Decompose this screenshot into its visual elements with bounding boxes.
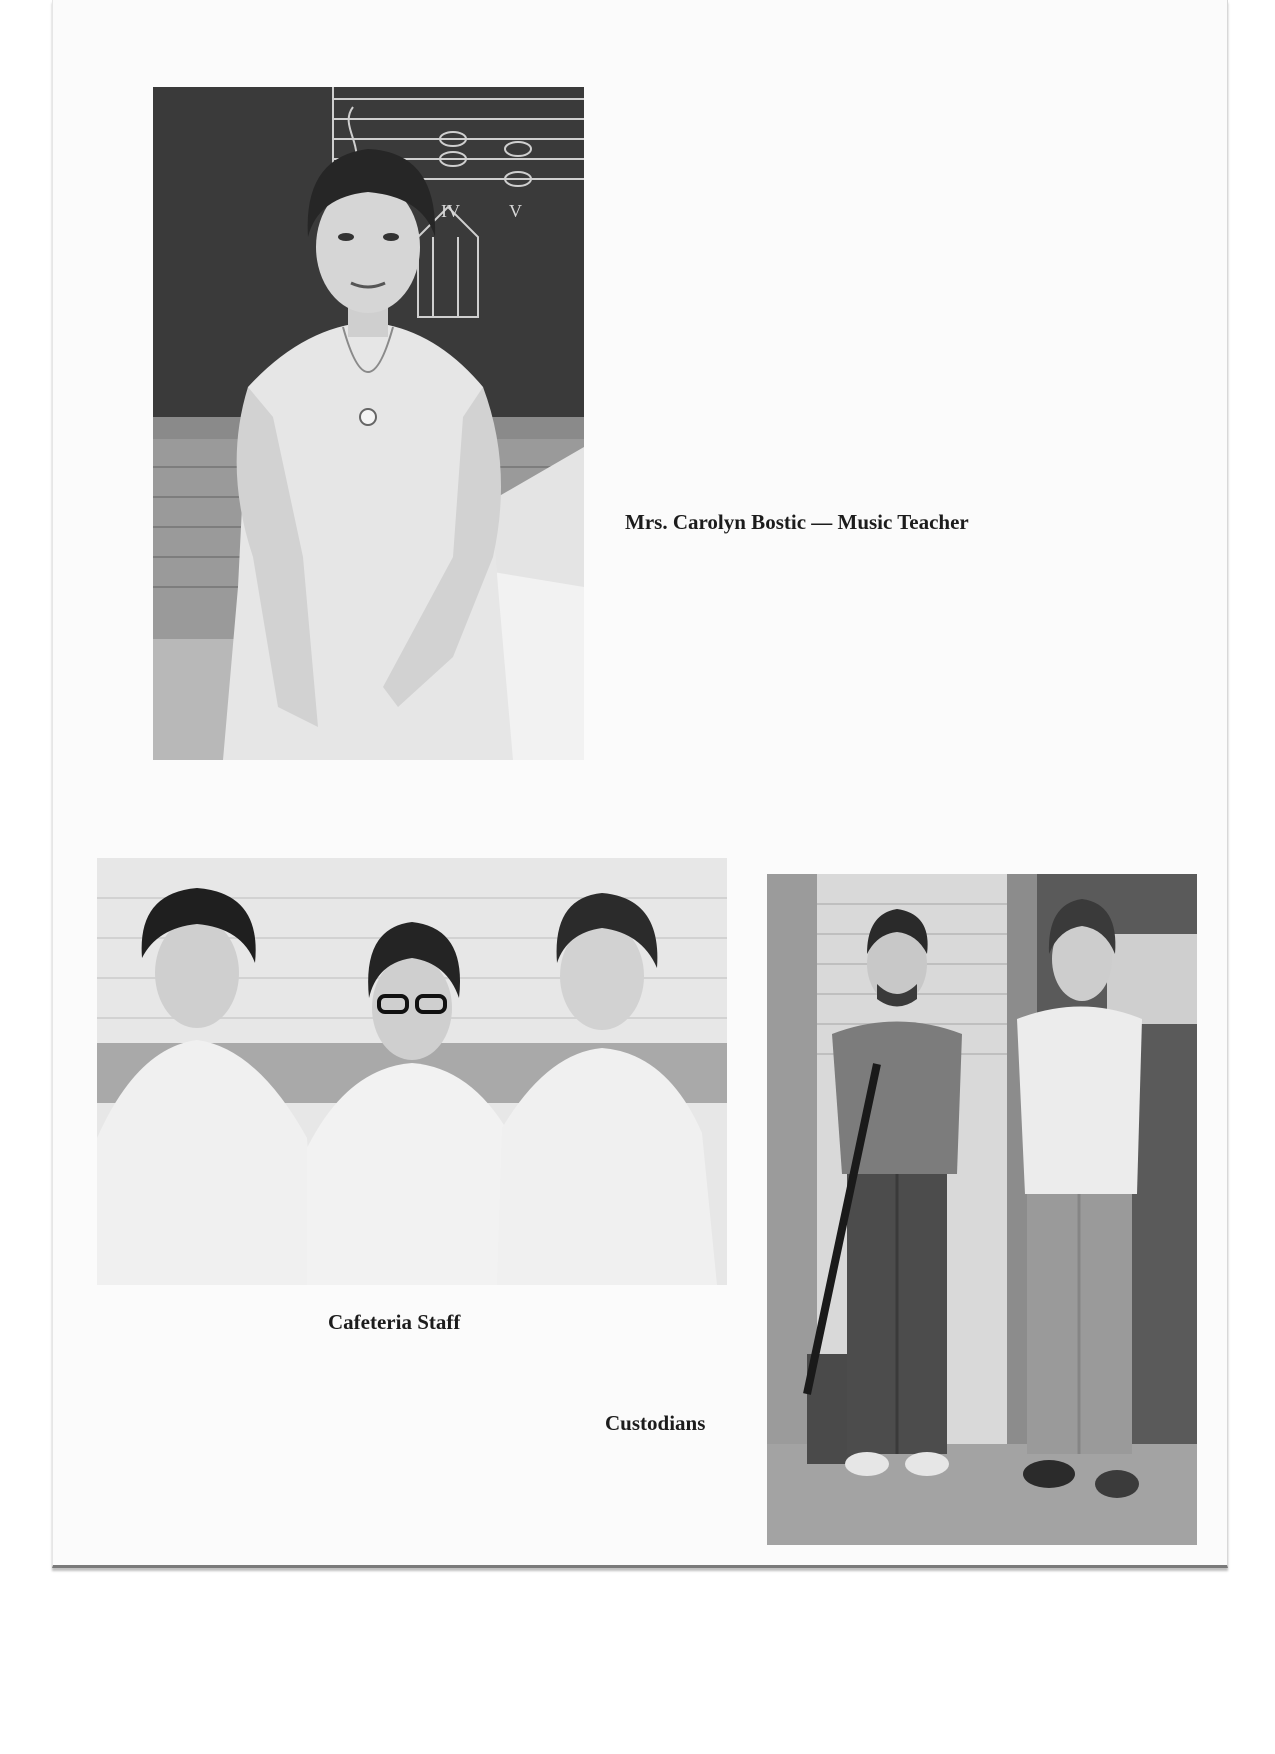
music-teacher-photo (153, 87, 584, 760)
custodians-photo (767, 874, 1197, 1545)
numeral-four-mark: IV (441, 201, 460, 221)
music-teacher-caption: Mrs. Carolyn Bostic — Music Teacher (625, 510, 969, 534)
custodians-photo-art (767, 874, 1197, 1545)
music-teacher-photo-art (153, 87, 584, 760)
custodians-caption: Custodians (605, 1411, 706, 1435)
cafeteria-staff-photo (97, 858, 727, 1285)
cafeteria-staff-photo-art (97, 858, 727, 1285)
yearbook-page (52, 0, 1228, 1568)
cafeteria-staff-caption: Cafeteria Staff (328, 1310, 461, 1334)
numeral-five-mark: V (509, 201, 522, 221)
